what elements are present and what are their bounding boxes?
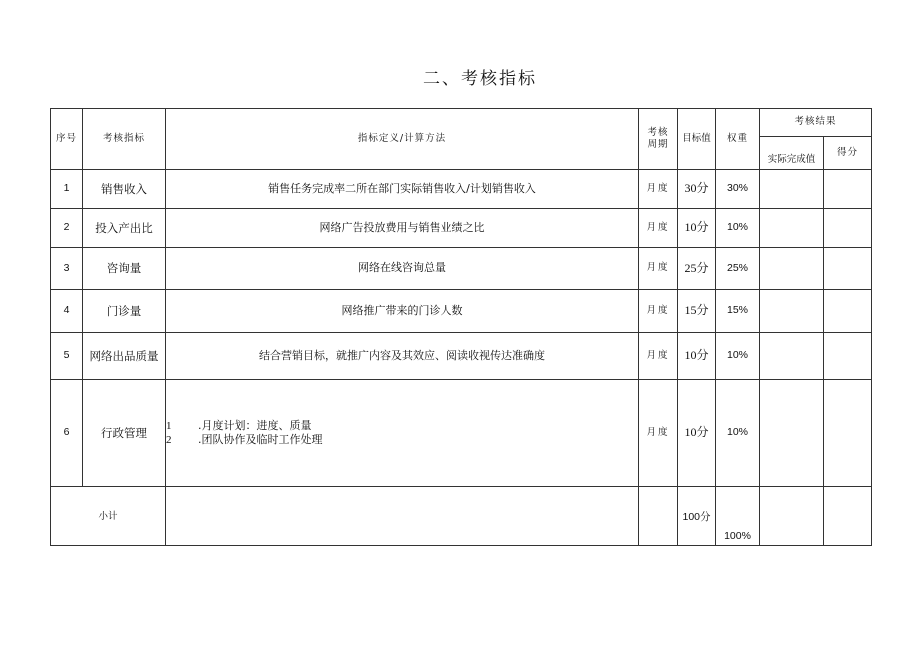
- row-target: 10分: [678, 380, 716, 487]
- row-weight: 25%: [716, 248, 760, 290]
- row-actual: [760, 170, 824, 209]
- row-indicator: 投入产出比: [83, 209, 166, 248]
- table-row: [51, 290, 872, 333]
- header-actual: 实际完成值: [760, 137, 824, 170]
- row-score: [824, 248, 872, 290]
- subtotal-label: 小计: [51, 487, 166, 546]
- row-score: [824, 380, 872, 487]
- row-indicator: 网络出品质量: [83, 333, 166, 380]
- table-row: [51, 170, 872, 209]
- row-seq: 5: [51, 333, 83, 380]
- table-row: [51, 333, 872, 380]
- row-period: 月度: [639, 333, 678, 380]
- row-definition: 网络在线咨询总量: [166, 248, 639, 290]
- definition-line-text: .月度计划：进度、质量: [198, 418, 312, 432]
- header-row: [51, 109, 872, 137]
- assessment-table: [50, 108, 872, 546]
- header-seq: 序号: [51, 109, 83, 170]
- header-score: 得分: [824, 137, 872, 170]
- row-definition: 网络广告投放费用与销售业绩之比: [166, 209, 639, 248]
- header-definition: 指标定义/计算方法: [166, 109, 639, 170]
- definition-line: [166, 433, 638, 447]
- header-weight: 权重: [716, 109, 760, 170]
- row-score: [824, 209, 872, 248]
- page-title: 二、考核指标: [423, 69, 537, 89]
- header-result: 考核结果: [760, 109, 872, 137]
- subtotal-actual: [760, 487, 824, 546]
- subtotal-score: [824, 487, 872, 546]
- subtotal-period: [639, 487, 678, 546]
- row-actual: [760, 290, 824, 333]
- row-seq: 1: [51, 170, 83, 209]
- row-weight: 30%: [716, 170, 760, 209]
- row-definition: 销售任务完成率二所在部门实际销售收入/计划销售收入: [166, 170, 639, 209]
- table-row: [51, 248, 872, 290]
- definition-line: [166, 419, 638, 433]
- row-period: 月度: [639, 209, 678, 248]
- row-period: 月度: [639, 290, 678, 333]
- row-weight: 10%: [716, 380, 760, 487]
- header-target: 目标值: [678, 109, 716, 170]
- subtotal-weight: 100%: [716, 487, 760, 546]
- header-indicator: 考核指标: [83, 109, 166, 170]
- row-definition: 网络推广带来的门诊人数: [166, 290, 639, 333]
- row-actual: [760, 209, 824, 248]
- row-actual: [760, 380, 824, 487]
- row-indicator: 行政管理: [83, 380, 166, 487]
- row-indicator: 咨询量: [83, 248, 166, 290]
- row-score: [824, 170, 872, 209]
- row-score: [824, 333, 872, 380]
- row-indicator: 门诊量: [83, 290, 166, 333]
- row-seq: 2: [51, 209, 83, 248]
- row-weight: 15%: [716, 290, 760, 333]
- row-score: [824, 290, 872, 333]
- row-period: 月度: [639, 380, 678, 487]
- definition-line-index: 2: [166, 434, 172, 446]
- definition-line-index: 1: [166, 419, 172, 432]
- definition-line-text: .团队协作及临时工作处理: [198, 433, 323, 446]
- row-weight: 10%: [716, 209, 760, 248]
- row-definition: 结合营销目标，就推广内容及其效应、阅读收视传达准确度: [166, 333, 639, 380]
- row-target: 15分: [678, 290, 716, 333]
- header-period: 考核周期: [639, 109, 678, 170]
- row-period: 月度: [639, 248, 678, 290]
- row-actual: [760, 333, 824, 380]
- table-row: [51, 380, 872, 487]
- row-weight: 10%: [716, 333, 760, 380]
- row-target: 30分: [678, 170, 716, 209]
- row-indicator: 销售收入: [83, 170, 166, 209]
- row-target: 25分: [678, 248, 716, 290]
- row-target: 10分: [678, 333, 716, 380]
- subtotal-row: [51, 487, 872, 546]
- row-actual: [760, 248, 824, 290]
- row-seq: 6: [51, 380, 83, 487]
- row-definition: [166, 380, 639, 487]
- row-period: 月度: [639, 170, 678, 209]
- row-seq: 4: [51, 290, 83, 333]
- table-row: [51, 209, 872, 248]
- row-target: 10分: [678, 209, 716, 248]
- subtotal-target: 100分: [678, 487, 716, 546]
- subtotal-definition: [166, 487, 639, 546]
- row-seq: 3: [51, 248, 83, 290]
